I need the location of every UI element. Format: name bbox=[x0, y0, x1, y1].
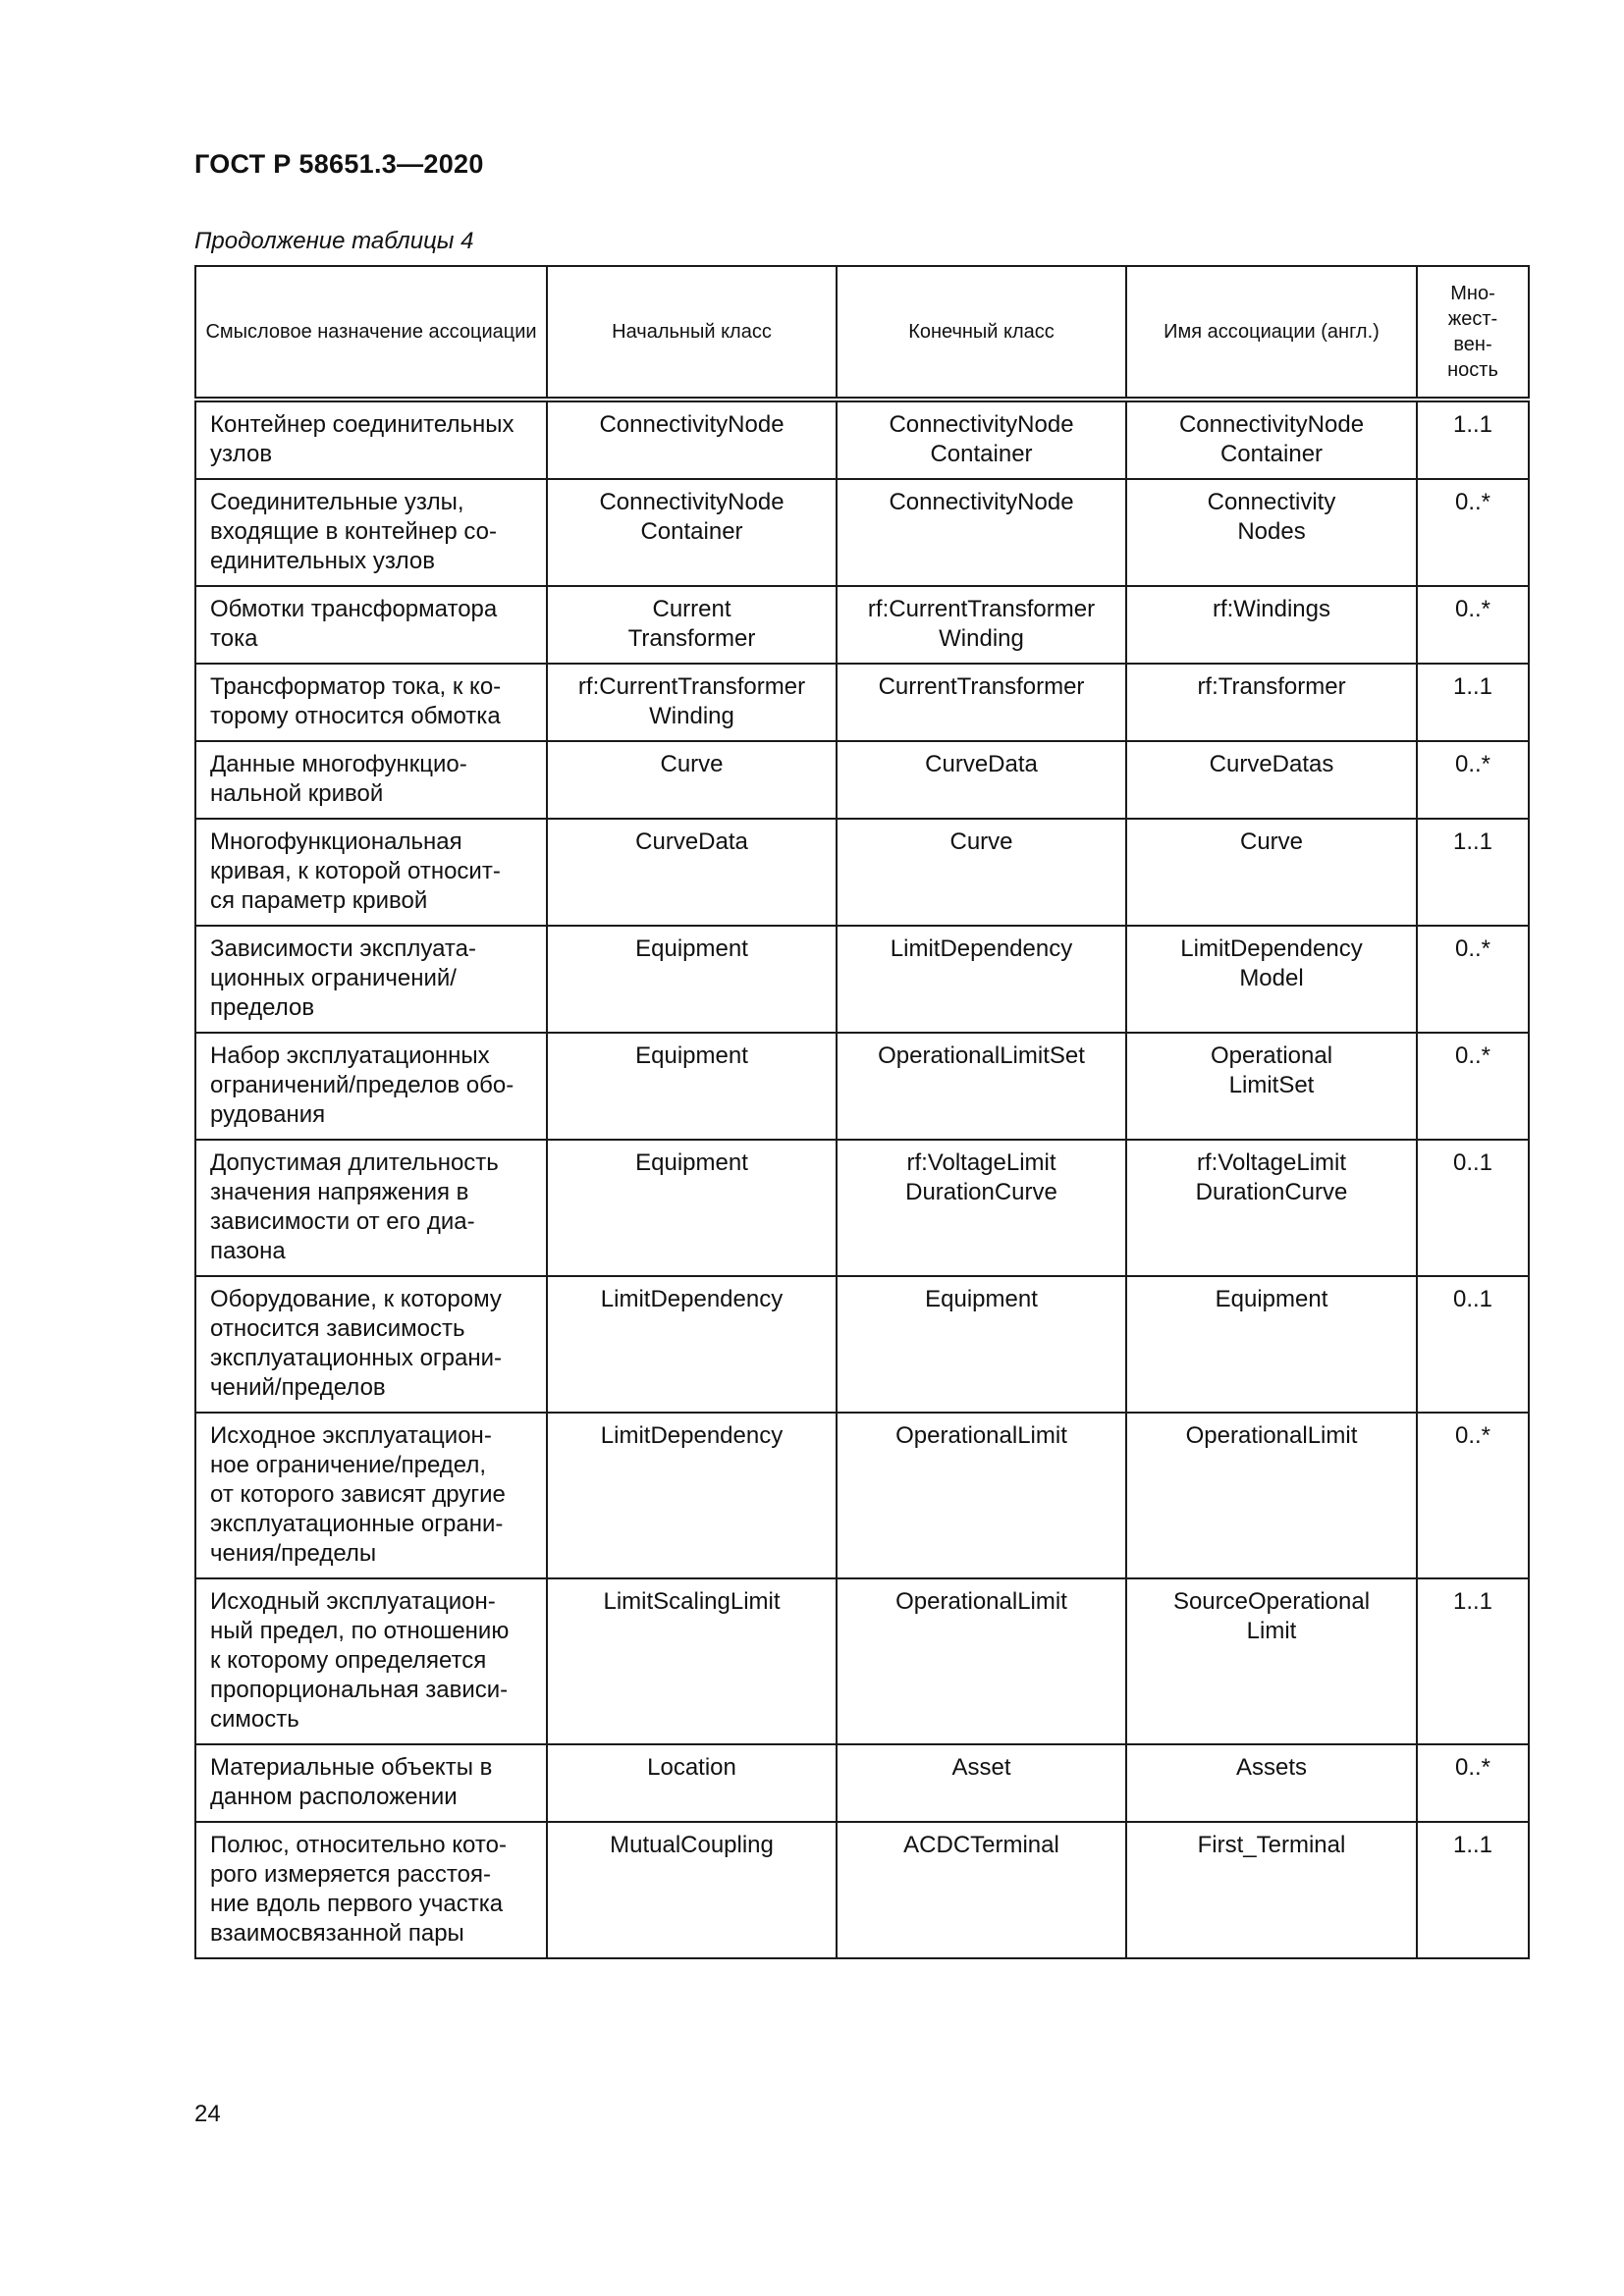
table-cell: Current Transformer bbox=[547, 586, 837, 664]
table-cell: Equipment bbox=[547, 1140, 837, 1276]
table-cell: CurveDatas bbox=[1126, 741, 1417, 819]
table-cell: 1..1 bbox=[1417, 400, 1529, 479]
table-cell: Asset bbox=[837, 1744, 1126, 1822]
table-header-row bbox=[195, 266, 1529, 400]
table-cell: CurveData bbox=[547, 819, 837, 926]
table-cell: Curve bbox=[837, 819, 1126, 926]
table-cell: LimitDependency bbox=[837, 926, 1126, 1033]
table-cell: OperationalLimit bbox=[837, 1578, 1126, 1744]
table-row bbox=[195, 1744, 1529, 1822]
table-cell: rf:Windings bbox=[1126, 586, 1417, 664]
table-cell: OperationalLimitSet bbox=[837, 1033, 1126, 1140]
table-cell: rf:VoltageLimit DurationCurve bbox=[837, 1140, 1126, 1276]
table-cell: Обмотки трансформатора тока bbox=[195, 586, 547, 664]
table-cell: LimitDependency bbox=[547, 1276, 837, 1413]
table-cell: 0..* bbox=[1417, 586, 1529, 664]
table-cell: Curve bbox=[1126, 819, 1417, 926]
table-cell: 0..1 bbox=[1417, 1140, 1529, 1276]
table-cell: 1..1 bbox=[1417, 664, 1529, 741]
table-cell: SourceOperational Limit bbox=[1126, 1578, 1417, 1744]
table-row bbox=[195, 400, 1529, 479]
table-cell: CurrentTransformer bbox=[837, 664, 1126, 741]
table-cell: Многофункциональная кривая, к которой относит- ся параметр кривой bbox=[195, 819, 547, 926]
table-cell: LimitDependency Model bbox=[1126, 926, 1417, 1033]
table-row bbox=[195, 1578, 1529, 1744]
table-cell: OperationalLimit bbox=[837, 1413, 1126, 1578]
table-cell: Location bbox=[547, 1744, 837, 1822]
document-code: ГОСТ Р 58651.3—2020 bbox=[194, 149, 484, 179]
table-cell: 0..* bbox=[1417, 479, 1529, 586]
table-row bbox=[195, 741, 1529, 819]
table-cell: Данные многофункцио- нальной кривой bbox=[195, 741, 547, 819]
table-cell: Connectivity Nodes bbox=[1126, 479, 1417, 586]
table-cell: ConnectivityNode Container bbox=[547, 479, 837, 586]
table-cell: OperationalLimit bbox=[1126, 1413, 1417, 1578]
table-cell: Equipment bbox=[547, 1033, 837, 1140]
table-cell: Полюс, относительно кото- рого измеряется расстоя- ние вдоль первого участка взаимосвязанной пары bbox=[195, 1822, 547, 1958]
table-cell: Исходный эксплуатацион- ный предел, по отношению к которому определяется пропорциональная зависи- симость bbox=[195, 1578, 547, 1744]
table-cell: Материальные объекты в данном расположении bbox=[195, 1744, 547, 1822]
table-cell: 0..* bbox=[1417, 1413, 1529, 1578]
table-cell: Исходное эксплуатацион- ное ограничение/предел, от которого зависят другие эксплуатационные ограни- чения/пределы bbox=[195, 1413, 547, 1578]
table-cell: First_Terminal bbox=[1126, 1822, 1417, 1958]
table-cell: 1..1 bbox=[1417, 819, 1529, 926]
table-cell: rf:CurrentTransformer Winding bbox=[837, 586, 1126, 664]
table-cell: CurveData bbox=[837, 741, 1126, 819]
table-row bbox=[195, 1140, 1529, 1276]
table-cell: LimitScalingLimit bbox=[547, 1578, 837, 1744]
table-cell: 0..* bbox=[1417, 1744, 1529, 1822]
column-header: Смысловое назначение ассоциации bbox=[195, 266, 547, 400]
table-cell: Контейнер соединительных узлов bbox=[195, 400, 547, 479]
table-cell: Equipment bbox=[837, 1276, 1126, 1413]
table-cell: 1..1 bbox=[1417, 1578, 1529, 1744]
table-body bbox=[195, 400, 1529, 1958]
table-row bbox=[195, 1413, 1529, 1578]
table-cell: Трансформатор тока, к ко- торому относится обмотка bbox=[195, 664, 547, 741]
column-header: Имя ассоциации (англ.) bbox=[1126, 266, 1417, 400]
table-cell: 1..1 bbox=[1417, 1822, 1529, 1958]
table-caption: Продолжение таблицы 4 bbox=[194, 228, 474, 254]
column-header: Конечный класс bbox=[837, 266, 1126, 400]
table-cell: 0..* bbox=[1417, 1033, 1529, 1140]
table-row bbox=[195, 664, 1529, 741]
table-cell: 0..1 bbox=[1417, 1276, 1529, 1413]
table-cell: Соединительные узлы, входящие в контейнер со- единительных узлов bbox=[195, 479, 547, 586]
table-cell: Curve bbox=[547, 741, 837, 819]
table-row bbox=[195, 1276, 1529, 1413]
table-cell: rf:Transformer bbox=[1126, 664, 1417, 741]
table-cell: rf:CurrentTransformer Winding bbox=[547, 664, 837, 741]
table-cell: Зависимости эксплуата- ционных ограничений/ пределов bbox=[195, 926, 547, 1033]
table-cell: Оборудование, к которому относится зависимость эксплуатационных ограни- чений/пределов bbox=[195, 1276, 547, 1413]
page-number: 24 bbox=[194, 2101, 221, 2127]
table-cell: ConnectivityNode bbox=[837, 479, 1126, 586]
table-cell: Equipment bbox=[1126, 1276, 1417, 1413]
column-header: Начальный класс bbox=[547, 266, 837, 400]
table-cell: MutualCoupling bbox=[547, 1822, 837, 1958]
column-header: Мно- жест- вен- ность bbox=[1417, 266, 1529, 400]
table-cell: Operational LimitSet bbox=[1126, 1033, 1417, 1140]
table-row bbox=[195, 586, 1529, 664]
table-cell: LimitDependency bbox=[547, 1413, 837, 1578]
table-row bbox=[195, 1033, 1529, 1140]
table-row bbox=[195, 1822, 1529, 1958]
table-cell: ConnectivityNode Container bbox=[1126, 400, 1417, 479]
table-row bbox=[195, 819, 1529, 926]
table-cell: ConnectivityNode bbox=[547, 400, 837, 479]
association-table bbox=[194, 265, 1530, 1959]
table-cell: ConnectivityNode Container bbox=[837, 400, 1126, 479]
table-cell: Набор эксплуатационных ограничений/пределов обо- рудования bbox=[195, 1033, 547, 1140]
table-row bbox=[195, 479, 1529, 586]
table-cell: 0..* bbox=[1417, 926, 1529, 1033]
table-cell: Equipment bbox=[547, 926, 837, 1033]
table-cell: rf:VoltageLimit DurationCurve bbox=[1126, 1140, 1417, 1276]
table-cell: Assets bbox=[1126, 1744, 1417, 1822]
table-cell: ACDCTerminal bbox=[837, 1822, 1126, 1958]
table-cell: 0..* bbox=[1417, 741, 1529, 819]
table-cell: Допустимая длительность значения напряжения в зависимости от его диа- пазона bbox=[195, 1140, 547, 1276]
table-row bbox=[195, 926, 1529, 1033]
